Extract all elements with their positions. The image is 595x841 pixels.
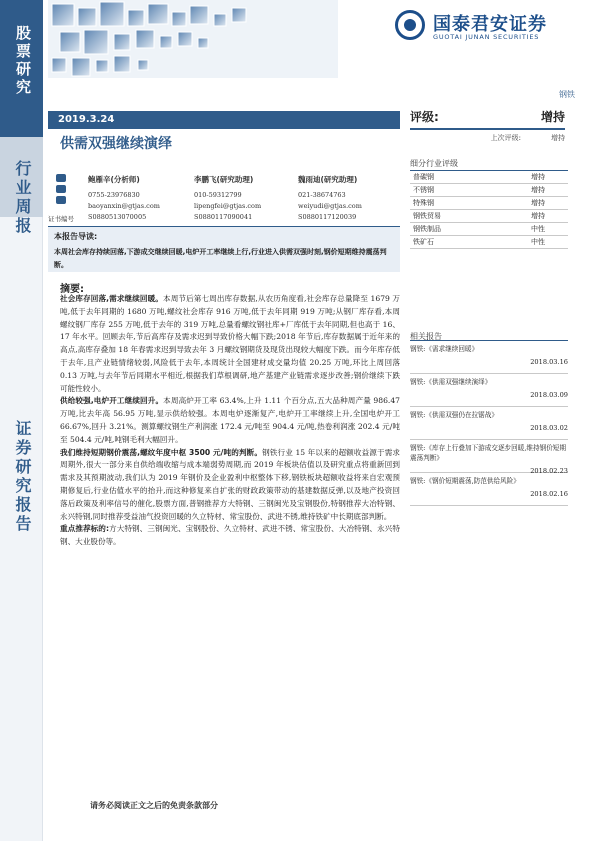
prev-rating-label: 上次评级: — [490, 134, 521, 142]
sub-rating-value: 增持 — [528, 184, 568, 197]
sub-rating-value: 中性 — [528, 236, 568, 249]
author-phone: 010-59312799 — [194, 191, 242, 199]
report-date: 2019.3.24 — [48, 111, 400, 129]
industry-label: 钢铁 — [559, 90, 575, 99]
related-report-name: 钢铁:《库存上行叠加下游成交逐步回暖,维持钢价短期震荡判断》 — [410, 444, 566, 462]
logo-name-cn: 国泰君安证券 — [433, 14, 547, 35]
abstract-paragraph — [60, 447, 400, 524]
sub-rating-value: 增持 — [528, 197, 568, 210]
paragraph-lead: 供给较强,电炉开工继续回升。 — [60, 396, 164, 406]
related-reports-title: 相关报告 — [410, 332, 442, 341]
abstract-paragraph — [60, 293, 400, 395]
contact-icons — [56, 174, 70, 207]
related-report-name: 钢铁:《钢价短期震荡,防范供给风险》 — [410, 477, 520, 485]
table-row — [410, 236, 568, 249]
abstract-paragraph — [60, 395, 400, 446]
sub-rating-name: 钢铁贸易 — [410, 210, 528, 223]
paragraph-lead: 社会库存回落,需求继续回暖。 — [60, 294, 163, 303]
sub-rating-name: 普碳钢 — [410, 171, 528, 184]
guide-text: 本周社会库存持续回落,下游成交继续回暖,电炉开工率继续上行,行业进入供需双强时刻,钢价短期维持震荡判断。 — [54, 248, 387, 269]
author-2 — [194, 174, 261, 223]
related-report-name: 钢铁:《供需双强仍在拉锯战》 — [410, 411, 498, 419]
rating-box — [410, 108, 565, 143]
sub-rating-value: 增持 — [528, 210, 568, 223]
related-report-date: 2018.02.16 — [530, 490, 568, 498]
report-guide — [48, 226, 400, 272]
header-cube-pattern — [48, 0, 338, 78]
author-name: 魏雨迪(研究助理) — [298, 175, 358, 184]
list-item[interactable] — [410, 407, 568, 440]
author-phone: 0755-23976830 — [88, 191, 140, 199]
author-name: 李鹏飞(研究助理) — [194, 175, 254, 184]
abstract-paragraph — [60, 523, 400, 549]
author-3 — [298, 174, 362, 223]
person-icon — [56, 174, 66, 182]
guide-heading: 本报告导读: — [54, 232, 98, 241]
related-report-date: 2018.03.02 — [530, 424, 568, 432]
list-item[interactable] — [410, 374, 568, 407]
related-reports-list — [410, 340, 568, 506]
author-cert: S0880117090041 — [194, 213, 253, 221]
sub-rating-title: 细分行业评级 — [410, 159, 458, 168]
table-row — [410, 171, 568, 184]
abstract-heading: 摘要: — [60, 284, 84, 295]
author-phone: 021-38674763 — [298, 191, 346, 199]
company-logo — [395, 8, 595, 48]
sub-rating-value: 中性 — [528, 223, 568, 236]
author-cert: S0880513070005 — [88, 213, 147, 221]
email-icon — [56, 196, 66, 204]
abstract-body — [60, 293, 400, 549]
author-cert: S0880117120039 — [298, 213, 357, 221]
footer-disclaimer: 请务必阅读正文之后的免责条款部分 — [90, 801, 218, 810]
paragraph-text: 方大特钢、三钢闽光、宝钢股份、久立特材、武进不锈、常宝股份、大冶特钢、永兴特钢、大业股份等。 — [60, 524, 400, 547]
author-1 — [88, 174, 160, 223]
author-name: 鲍雁辛(分析师) — [88, 175, 140, 184]
table-row — [410, 197, 568, 210]
author-email[interactable]: lipengfei@gtjas.com — [194, 202, 262, 210]
related-report-date: 2018.02.23 — [530, 467, 568, 475]
rating-label: 评级: — [410, 110, 439, 124]
sub-rating-name: 不锈钢 — [410, 184, 528, 197]
paragraph-text: 本周节后第七周出库存数据,从农历角度看,社会库存总量降至 1679 万吨,低于去年同期的 1680 万吨,螺纹社会库存 916 万吨,低于去年同期 919 万吨;从钢厂库存看,本周螺纹钢厂库存 255 万吨,低于去年的 319 万吨,总量看螺纹钢社库+厂库低于去年同期,但也高于 16、17 年水平。回顾去年,节后高库存及需求迟到导致价格大幅下跌;2018 年节后,库存数据属于近年来的高点,高库存叠加 18 年春需求迟到导致去年 3 月螺纹钢期货及现货出现较大幅度下跌。而今年库存低于去年,且产业链情绪较弱,风险低于去年,本周统计全国建材成交量均值 20.25 万吨,环比上周回落 0.13 万吨,与去年节后同期水平相近,根据我们草根调研,地产基建产业链需求逐步改善;钢价继续下跌可能性较小。 — [60, 294, 400, 393]
sidebar-label-weekly: 行业周报 — [13, 160, 32, 236]
paragraph-text: 本周高炉开工率 63.4%,上升 1.11 个百分点,五大品种周产量 986.47 万吨,比去年高 56.95 万吨,显示供给较强。本周电炉逐渐复产,电炉开工率继续上升,全国电炉开工 66.67%,回升 3.21%。测算螺纹钢生产利润涨 172.4 元/吨至 904.4 元/吨,热卷利润涨 202.4 元/吨至 504.4 元/吨,吨钢毛利大幅回升。 — [60, 396, 400, 444]
related-report-date: 2018.03.16 — [530, 358, 568, 366]
phone-icon — [56, 185, 66, 193]
list-item[interactable] — [410, 341, 568, 374]
paragraph-text: 钢铁行业 15 年以来的超额收益源于需求周期外,很大一部分来自供给端收缩与成本端弱势周期,而 2019 年板块估值以及研究重点将重新回到需求及其预期波动,我们认为 2019 年钢价及企业盈利中枢整体下移,钢铁板块超额收益将来自宏观预期修复后,行业估值水平的抬升,而这种修复来自扩张的财政政策带动的基建数据反弹,以及地产投资回落后政策及利率信号的催化,股票方面,普钢推荐方大特钢、三钢闽光及宝钢股份,特钢推荐大冶特钢、永兴特钢,同时推荐受益油气投资回暖的久立特材、常宝股份、武进不锈,维持铁矿中长期底部判断。 — [60, 447, 401, 521]
paragraph-lead: 重点推荐标的: — [60, 524, 109, 534]
sub-rating-name: 铁矿石 — [410, 236, 528, 249]
table-row — [410, 184, 568, 197]
sub-rating-name: 钢铁制品 — [410, 223, 528, 236]
author-email[interactable]: baoyanxin@gtjas.com — [88, 202, 160, 210]
sub-rating-name: 特殊钢 — [410, 197, 528, 210]
sidebar-label-stock-research: 股票研究 — [14, 25, 32, 97]
logo-name-en: GUOTAI JUNAN SECURITIES — [433, 33, 540, 41]
cert-label: 证书编号 — [48, 215, 74, 223]
related-report-name: 钢铁:《供需双强继续演绎》 — [410, 378, 492, 386]
sub-rating-value: 增持 — [528, 171, 568, 184]
list-item[interactable] — [410, 440, 568, 473]
related-report-date: 2018.03.09 — [530, 391, 568, 399]
prev-rating-value: 增持 — [551, 134, 565, 142]
related-report-name: 钢铁:《需求继续回暖》 — [410, 345, 479, 353]
paragraph-lead: 我们维持短期钢价震荡,螺纹年度中枢 3500 元/吨的判断。 — [60, 447, 263, 457]
report-title: 供需双强继续演绎 — [60, 136, 172, 152]
author-email[interactable]: weiyudi@gtjas.com — [298, 202, 362, 210]
sidebar-label-securities-report: 证券研究报告 — [13, 420, 32, 534]
sub-rating-table — [410, 170, 568, 249]
table-row — [410, 210, 568, 223]
list-item[interactable] — [410, 473, 568, 506]
rating-value: 增持 — [540, 110, 565, 124]
table-row — [410, 223, 568, 236]
logo-mark-icon — [395, 10, 425, 40]
